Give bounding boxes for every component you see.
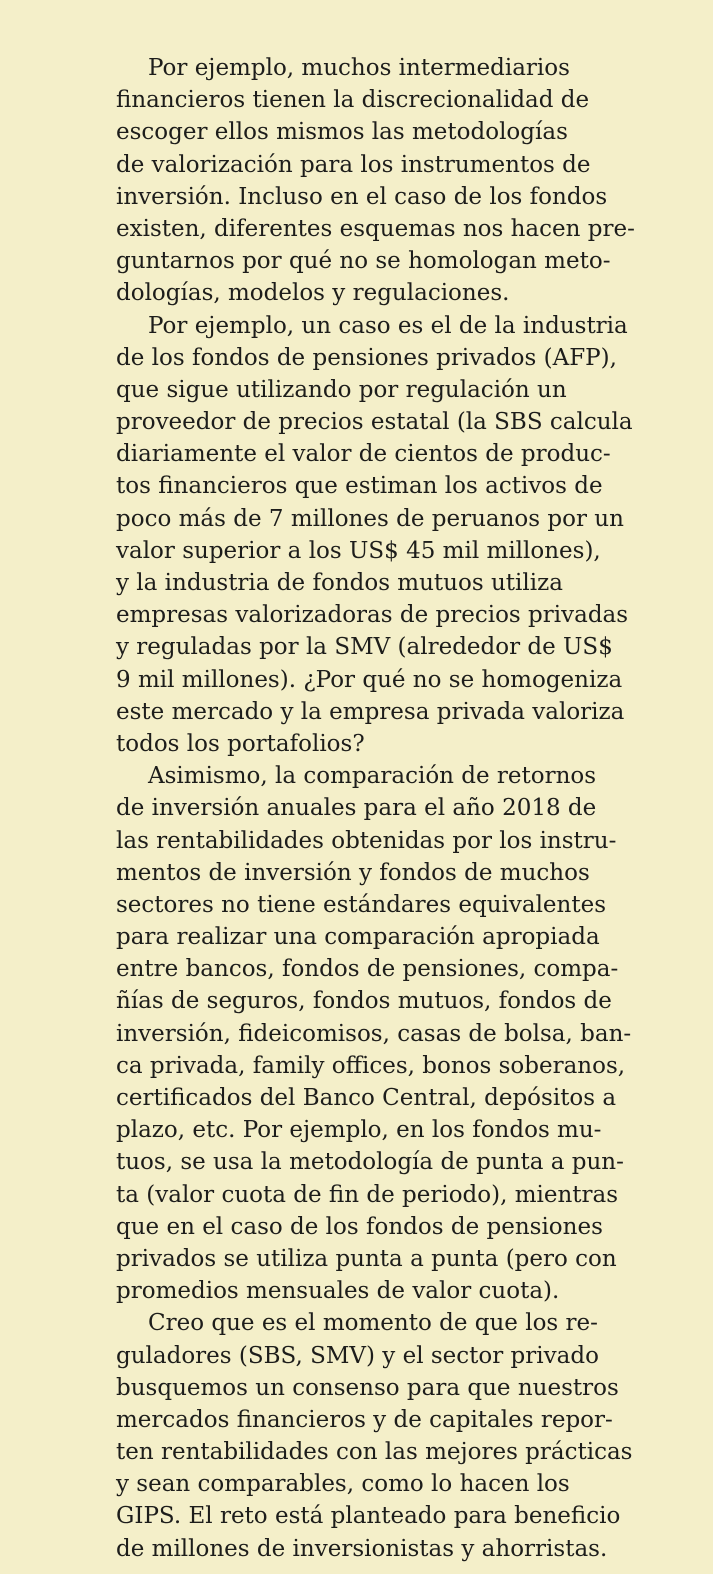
text-line: guladores (SBS, SMV) y el sector privado xyxy=(116,1342,599,1369)
text-line: y sean comparables, como lo hacen los xyxy=(116,1471,570,1498)
text-line: entre bancos, fondos de pensiones, compa- xyxy=(116,956,619,983)
text-line: promedios mensuales de valor cuota). xyxy=(116,1278,560,1305)
text-line: GIPS. El reto está planteado para beneficio xyxy=(116,1503,621,1530)
text-line: de millones de inversionistas y ahorristas. xyxy=(116,1535,608,1562)
text-line: todos los portafolios? xyxy=(116,730,365,757)
text-line: y reguladas por la SMV (alrededor de US$ xyxy=(116,634,613,661)
text-line: que sigue utilizando por regulación un xyxy=(116,376,567,403)
text-line: Por ejemplo, muchos intermediarios xyxy=(148,55,570,81)
text-line: de inversión anuales para el año 2018 de xyxy=(116,795,597,822)
text-line: ca privada, family offices, bonos soberanos, xyxy=(116,1052,626,1079)
text-line: diariamente el valor de cientos de produc- xyxy=(116,441,611,468)
text-line: Creo que es el momento de que los re- xyxy=(148,1310,598,1337)
text-line: tos financieros que estiman los activos de xyxy=(116,473,603,500)
text-line: mentos de inversión y fondos de muchos xyxy=(116,859,590,886)
paragraph-4 xyxy=(116,1307,633,1565)
text-line: empresas valorizadoras de precios privadas xyxy=(116,602,629,629)
paragraph-3 xyxy=(116,760,632,1307)
paragraph-2 xyxy=(116,310,633,761)
text-line: y la industria de fondos mutuos utiliza xyxy=(116,570,563,596)
text-line: 9 mil millones). ¿Por qué no se homogeniza xyxy=(116,666,623,693)
text-line: plazo, etc. Por ejemplo, en los fondos mu- xyxy=(116,1117,602,1144)
text-line: financieros tienen la discrecionalidad de xyxy=(116,87,590,114)
text-line: Asimismo, la comparación de retornos xyxy=(148,763,597,790)
text-line: proveedor de precios estatal (la SBS calcula xyxy=(116,409,633,436)
text-line: para realizar una comparación apropiada xyxy=(116,924,600,951)
text-line: inversión. Incluso en el caso de los fondos xyxy=(116,183,608,210)
text-line: existen, diferentes esquemas nos hacen pre- xyxy=(116,215,635,242)
text-line: de valorización para los instrumentos de xyxy=(116,151,591,178)
text-line: busquemos un consenso para que nuestros xyxy=(116,1374,619,1401)
text-line: ñías de seguros, fondos mutuos, fondos de xyxy=(116,988,612,1015)
text-line: privados se utiliza punta a punta (pero con xyxy=(116,1245,617,1272)
article-column xyxy=(116,52,635,1565)
text-line: dologías, modelos y regulaciones. xyxy=(116,280,510,307)
text-line: poco más de 7 millones de peruanos por un xyxy=(116,505,624,532)
text-line: las rentabilidades obtenidas por los instru- xyxy=(116,827,617,854)
text-line: Por ejemplo, un caso es el de la industria xyxy=(148,312,628,339)
text-line: de los fondos de pensiones privados (AFP), xyxy=(116,344,617,371)
text-line: ta (valor cuota de fin de periodo), mientras xyxy=(116,1181,619,1208)
text-line: ten rentabilidades con las mejores prácticas xyxy=(116,1439,633,1466)
paragraph-1 xyxy=(116,52,635,310)
text-line: este mercado y la empresa privada valoriza xyxy=(116,698,625,725)
text-line: mercados financieros y de capitales repor- xyxy=(116,1406,613,1433)
text-line: escoger ellos mismos las metodologías xyxy=(116,119,568,146)
text-line: sectores no tiene estándares equivalentes xyxy=(116,891,607,918)
text-line: que en el caso de los fondos de pensiones xyxy=(116,1213,603,1240)
text-line: valor superior a los US$ 45 mil millones), xyxy=(116,537,601,564)
text-line: certificados del Banco Central, depósitos a xyxy=(116,1085,617,1111)
text-line: guntarnos por qué no se homologan meto- xyxy=(116,248,611,275)
text-line: inversión, fideicomisos, casas de bolsa, ban- xyxy=(116,1020,632,1047)
text-line: tuos, se usa la metodología de punta a pun- xyxy=(116,1149,624,1176)
